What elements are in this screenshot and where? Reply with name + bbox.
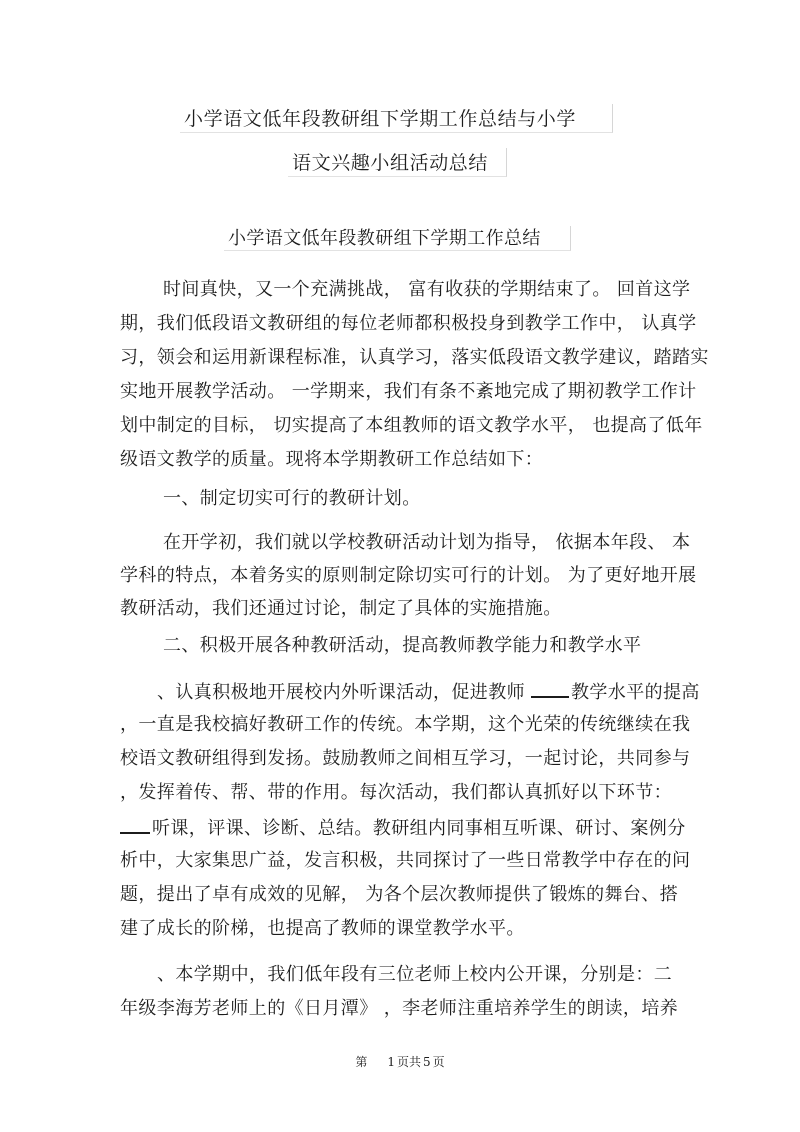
footer-suffix: 页	[432, 1055, 445, 1069]
footer-prefix: 第	[355, 1055, 368, 1069]
section-subtitle: 小学语文低年段教研组下学期工作总结	[228, 228, 541, 249]
fill-in-blank	[531, 679, 569, 698]
paragraph-line: 学科的特点，本着务实的原则制定除切实可行的计划。 为了更好地开展	[120, 565, 697, 586]
paragraph-text: 、认真积极地开展校内外听课活动，促进教师	[157, 682, 525, 703]
paragraph-line: 时间真快，又一个充满挑战， 富有收获的学期结束了。 回首这学	[163, 279, 691, 300]
paragraph-line: 教研活动，我们还通过讨论，制定了具体的实施措施。	[120, 598, 562, 619]
paragraph-line: 划中制定的目标， 切实提高了本组教师的语文教学水平， 也提高了低年	[120, 415, 703, 436]
paragraph-line: ，发挥着传、帮、带的作用。每次活动，我们都认真抓好以下环节：	[120, 782, 672, 803]
paragraph-line: 期，我们低段语文教研组的每位老师都积极投身到教学工作中， 认真学	[120, 313, 697, 334]
paragraph-line: 、本学期中，我们低年段有三位老师上校内公开课，分别是：二	[157, 964, 673, 985]
paragraph-text: 听课，评课、诊断、总结。教研组内同事相互听课、研讨、案例分	[152, 818, 686, 839]
document-title-line-2: 语文兴趣小组活动总结	[292, 152, 489, 174]
paragraph-text: 教学水平的提高	[571, 682, 700, 703]
footer-middle: 页共	[396, 1055, 421, 1069]
paragraph-line: 实地开展教学活动。 一学期来，我们有条不紊地完成了期初教学工作计	[120, 381, 697, 402]
document-title-line-1: 小学语文低年段教研组下学期工作总结与小学	[184, 108, 577, 130]
paragraph-line: ，一直是我校搞好教研工作的传统。本学期，这个光荣的传统继续在我	[120, 714, 691, 735]
paragraph-line: 在开学初，我们就以学校教研活动计划为指导， 依据本年段、 本	[163, 532, 691, 553]
paragraph-line: 年级李海芳老师上的《日月潭》 ，李老师注重培养学生的朗读，培养	[120, 998, 679, 1019]
paragraph-line: 校语文教研组得到发扬。鼓励教师之间相互学习，一起讨论，共同参与	[120, 748, 691, 769]
paragraph-line: 级语文教学的质量。现将本学期教研工作总结如下：	[120, 449, 544, 470]
section-heading-1: 一、制定切实可行的教研计划。	[163, 488, 421, 509]
footer-total-pages: 5	[423, 1055, 431, 1069]
paragraph-line	[120, 815, 686, 841]
paragraph-line: 题，提出了卓有成效的见解， 为各个层次教师提供了锻炼的舞台、搭	[120, 884, 679, 905]
page-footer	[0, 1054, 800, 1070]
paragraph-line	[157, 679, 700, 705]
paragraph-line: 建了成长的阶梯，也提高了教师的课堂教学水平。	[120, 918, 525, 939]
section-heading-2: 二、积极开展各种教研活动，提高教师教学能力和教学水平	[163, 635, 642, 656]
fill-in-blank	[120, 815, 150, 834]
paragraph-line: 析中，大家集思广益，发言积极，共同探讨了一些日常教学中存在的问	[120, 850, 691, 871]
paragraph-line: 习，领会和运用新课程标准，认真学习，落实低段语文教学建议，踏踏实	[120, 347, 709, 368]
footer-current-page: 1	[387, 1055, 395, 1069]
